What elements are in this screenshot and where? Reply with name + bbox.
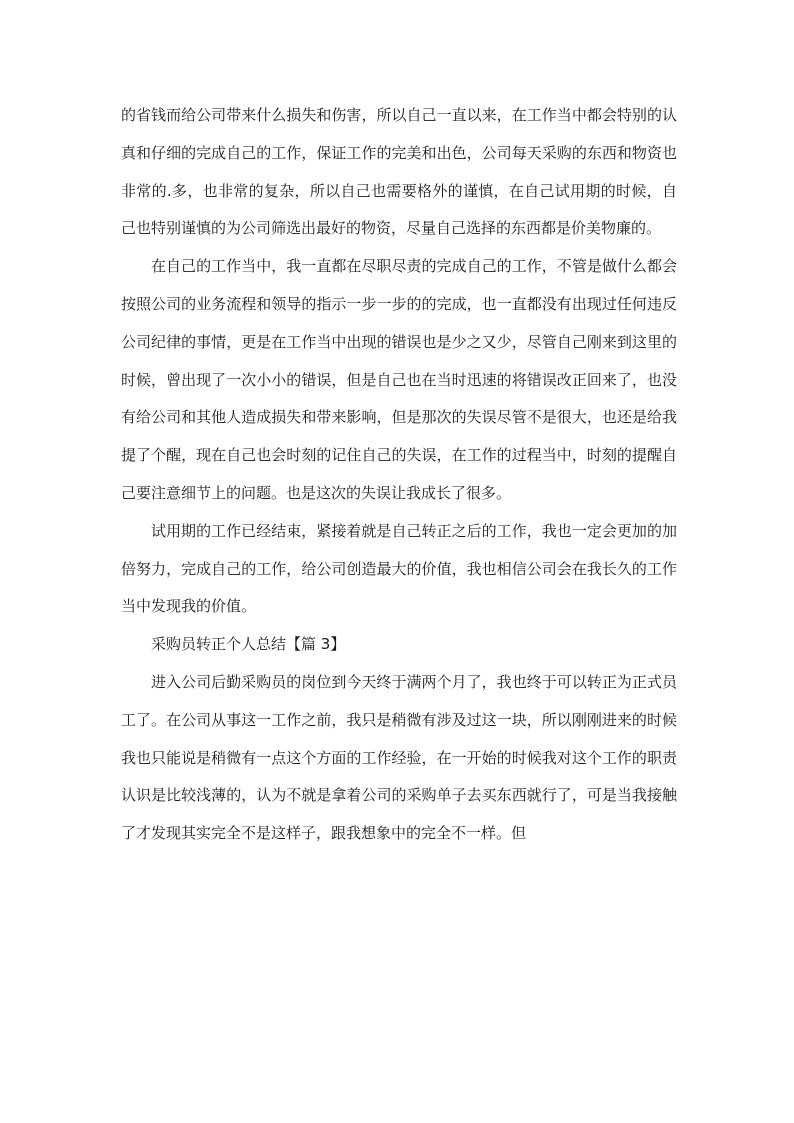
- paragraph-3: 试用期的工作已经结束，紧接着就是自己转正之后的工作，我也一定会更加的加倍努力，完成自己的工作，给公司创造最大的价值，我也相信公司会在我长久的工作当中发现我的价值。: [121, 521, 677, 616]
- section-heading: 采购员转正个人总结【篇 3】: [151, 635, 346, 654]
- document-page: [121, 97, 677, 853]
- paragraph-4: 进入公司后勤采购员的岗位到今天终于满两个月了，我也终于可以转正为正式员工了。在公司从事这一工作之前，我只是稍微有涉及过这一块，所以刚刚进来的时候我也只能说是稍微有一点这个方面的工作经验，在一开始的时候我对这个工作的职责认识是比较浅薄的，认为不就是拿着公司的采购单子去买东西就行了，可是当我接触了才发现其实完全不是这样子，跟我想象中的完全不一样。但: [121, 672, 677, 843]
- paragraph-2: 在自己的工作当中，我一直都在尽职尽责的完成自己的工作，不管是做什么都会按照公司的业务流程和领导的指示一步一步的的完成，也一直都没有出现过任何违反公司纪律的事情，更是在工作当中出现的错误也是少之又少，尽管自己刚来到这里的时候，曾出现了一次小小的错误，但是自己也在当时迅速的将错误改正回来了，也没有给公司和其他人造成损失和带来影响，但是那次的失误尽管不是很大，也还是给我提了个醒，现在自己也会时刻的记住自己的失误，在工作的过程当中，时刻的提醒自己要注意细节上的问题。也是这次的失误让我成长了很多。: [121, 257, 677, 502]
- paragraph-1: 的省钱而给公司带来什么损失和伤害，所以自己一直以来，在工作当中都会特别的认真和仔细的完成自己的工作，保证工作的完美和出色，公司每天采购的东西和物资也非常的.多，也非常的复杂，所以自己也需要格外的谨慎，在自己试用期的时候，自己也特别谨慎的为公司筛选出最好的物资，尽量自己选择的东西都是价美物廉的。: [121, 106, 677, 238]
